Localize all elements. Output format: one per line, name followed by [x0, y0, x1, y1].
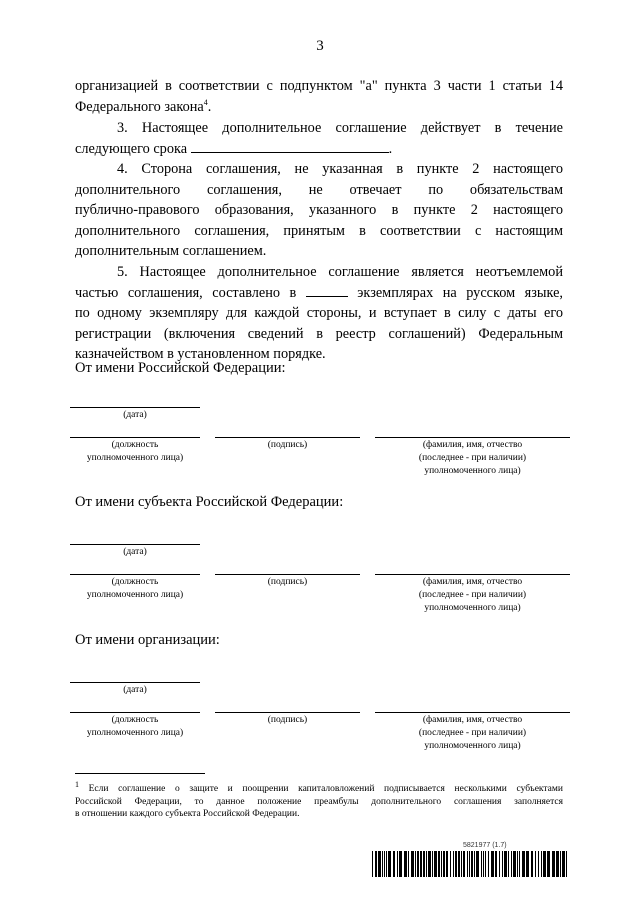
- position-caption: (должность уполномоченного лица): [86, 440, 184, 463]
- date-line[interactable]: [70, 682, 200, 683]
- date-caption: (дата): [123, 685, 147, 695]
- text-line: 4. Сторона соглашения, не указанная в пункте 2 настоящего: [117, 161, 563, 177]
- full-name-line[interactable]: [375, 712, 570, 713]
- text-line: регистрации (включения сведений в реестр соглашений) Федеральным: [75, 325, 563, 342]
- signature-line[interactable]: [215, 712, 360, 713]
- text-line: дополнительного соглашения, принятым в соответствии с настоящим: [75, 222, 563, 239]
- text-line: дополнительным соглашением.: [75, 243, 267, 259]
- text-line: публично-правового образования, указанного в пункте 2 настоящего: [75, 202, 563, 218]
- text-line: 5. Настоящее дополнительное соглашение является неотъемлемой: [117, 264, 563, 280]
- text-line: 3. Настоящее дополнительное соглашение действует в течение: [117, 120, 563, 136]
- signature-heading: От имени организации:: [75, 632, 220, 648]
- position-line[interactable]: [70, 574, 200, 575]
- text-line: следующего срока .: [75, 140, 393, 157]
- full-name-line[interactable]: [375, 437, 570, 438]
- footnote: [75, 779, 563, 821]
- full-name-caption: (фамилия, имя, отчество (последнее - при наличии) уполномоченного лица): [418, 577, 527, 613]
- signature-heading: От имени субъекта Российской Федерации:: [75, 494, 344, 510]
- position-line[interactable]: [70, 712, 200, 713]
- signature-caption: (подпись): [267, 715, 308, 725]
- text-line: дополнительного соглашения, не отвечает по обязательствам: [75, 181, 563, 198]
- position-caption: (должность уполномоченного лица): [86, 715, 184, 738]
- full-name-caption: (фамилия, имя, отчество (последнее - при наличии) уполномоченного лица): [418, 440, 527, 476]
- footnote-line: Российской Федерации, то данное положение преамбулы дополнительного соглашения заполняется: [75, 796, 563, 807]
- full-name-line[interactable]: [375, 574, 570, 575]
- text-line: организацией в соответствии с подпунктом "а" пункта 3 части 1 статьи 14: [75, 78, 563, 94]
- barcode-icon: [372, 851, 568, 877]
- copies-fill-line[interactable]: [306, 284, 348, 297]
- footnote-marker: 1: [75, 779, 79, 789]
- paragraph-continuation: [75, 76, 563, 117]
- date-caption: (дата): [123, 410, 147, 420]
- signature-line[interactable]: [215, 574, 360, 575]
- footnote-line: в отношении каждого субъекта Российской Федерации.: [75, 809, 300, 819]
- footnote-line: $^1$ Если соглашение о защите и поощрении капиталовложений подписывается несколькими субъектами: [75, 779, 563, 794]
- footnote-separator: [75, 773, 205, 774]
- paragraph-item-4: [75, 159, 563, 262]
- signature-line[interactable]: [215, 437, 360, 438]
- signature-caption: (подпись): [267, 440, 308, 450]
- signature-caption: (подпись): [267, 577, 308, 587]
- signature-heading: От имени Российской Федерации:: [75, 360, 286, 376]
- footnote-ref[interactable]: 4: [203, 97, 208, 107]
- text-line: Федерального закона$^4$.: [75, 97, 212, 115]
- page-number: 3: [316, 38, 324, 54]
- text-line: частью соглашения, составлено в экземплярах на русском языке,: [75, 284, 563, 301]
- position-line[interactable]: [70, 437, 200, 438]
- term-fill-line[interactable]: [191, 140, 389, 153]
- paragraph-item-3: [75, 118, 563, 159]
- text-line: казначейством в установленном порядке.: [75, 346, 326, 362]
- text-line: по одному экземпляру для каждой стороны, и вступает в силу с даты его: [75, 305, 563, 321]
- date-line[interactable]: [70, 544, 200, 545]
- date-caption: (дата): [123, 547, 147, 557]
- position-caption: (должность уполномоченного лица): [86, 577, 184, 600]
- full-name-caption: (фамилия, имя, отчество (последнее - при наличии) уполномоченного лица): [418, 715, 527, 751]
- document-code: 5821977 (1.7): [463, 842, 507, 849]
- date-line[interactable]: [70, 407, 200, 408]
- paragraph-item-5: [75, 262, 563, 365]
